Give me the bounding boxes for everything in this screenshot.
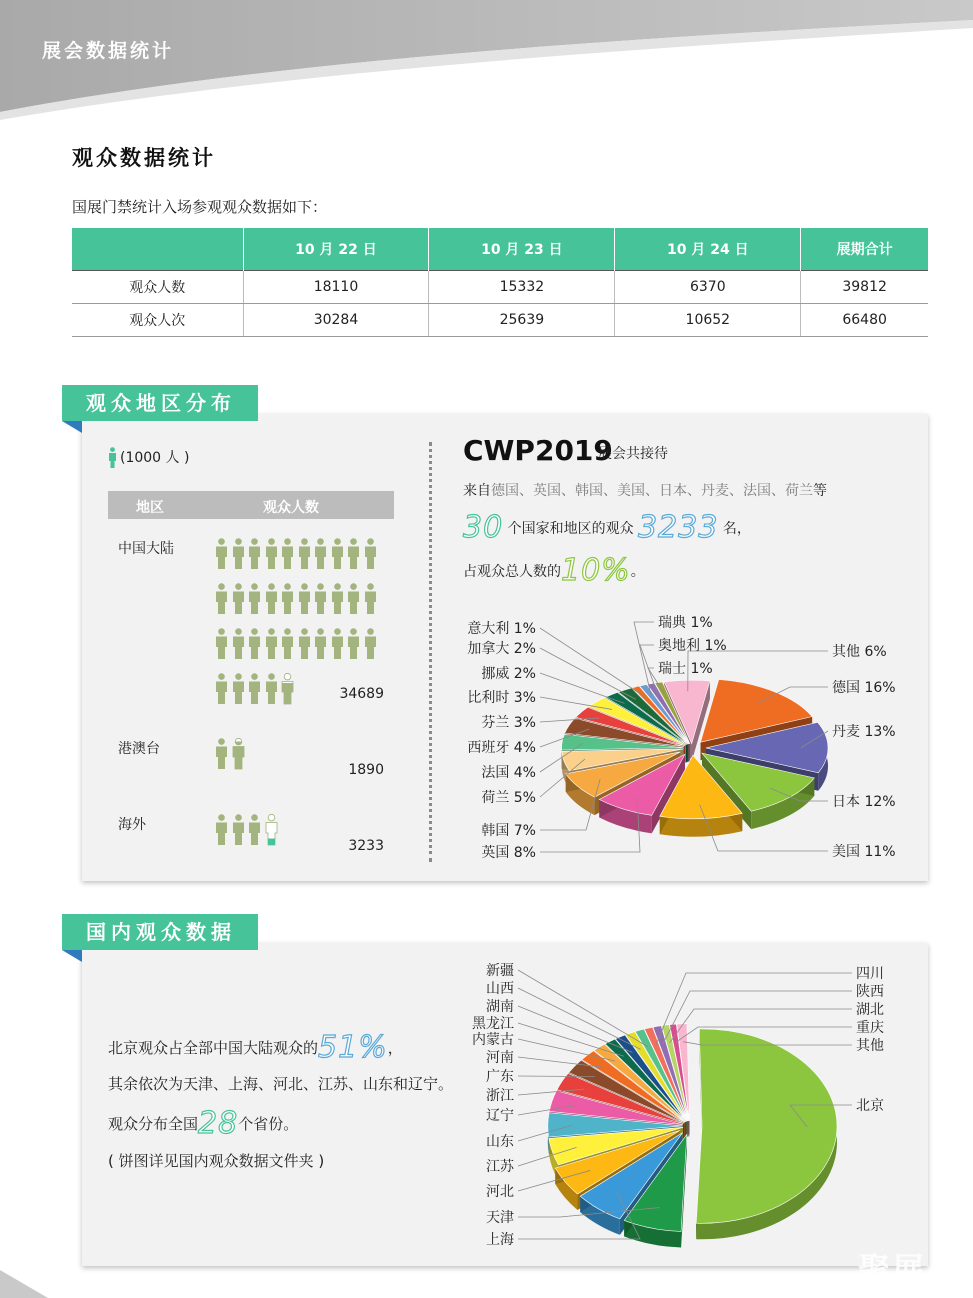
from-prefix: 来自 [463, 483, 491, 499]
region-name: 海外 [118, 817, 146, 833]
corner-decoration [0, 1270, 60, 1298]
table-cell: 66480 [801, 303, 928, 336]
visitors-unit: 名， [722, 521, 751, 537]
pie-label: 河南 [486, 1050, 514, 1066]
domestic-section-tab: 国内观众数据 [62, 914, 258, 950]
pie-label: 比利时 3% [467, 690, 536, 706]
pie-label: 四川 [856, 966, 884, 982]
region-name: 中国大陆 [118, 541, 174, 557]
pie-label: 意大利 1% [467, 621, 536, 637]
table-cell: 6370 [615, 270, 801, 303]
line1-suffix: ， [387, 1039, 403, 1057]
pie-label: 瑞典 1% [658, 615, 713, 631]
cwp-subtitle: 展会共接待 [598, 446, 668, 462]
region-section-tab: 观众地区分布 [62, 385, 258, 421]
line3-prefix: 观众分布全国 [108, 1115, 199, 1133]
table-header-cell: 展期合计 [801, 228, 928, 270]
pie-label: 黑龙江 [472, 1016, 514, 1032]
pie-label: 瑞士 1% [658, 661, 713, 677]
pie-label: 山西 [486, 981, 514, 997]
leader-line [518, 1006, 632, 1052]
pie-label: 英国 8% [481, 845, 536, 861]
provinces-count: 28 [198, 1106, 239, 1141]
pie-label: 辽宁 [486, 1108, 514, 1124]
pie-label: 北京 [856, 1098, 884, 1114]
leader-line [518, 988, 641, 1049]
pie-label: 江苏 [486, 1159, 514, 1175]
row-label: 观众人次 [72, 303, 243, 336]
pie-label: 山东 [486, 1134, 514, 1150]
beijing-share: 51% [318, 1030, 388, 1065]
share-value: 10% [561, 553, 631, 588]
pie-label: 河北 [486, 1184, 514, 1200]
pie-label: 加拿大 2% [467, 641, 536, 657]
pie-label: 广东 [486, 1069, 514, 1085]
pie-label: 陕西 [856, 984, 884, 1000]
leader-line [670, 1009, 852, 1043]
pie-label: 天津 [486, 1210, 514, 1226]
pie-label: 新疆 [486, 963, 514, 979]
pie-label: 其他 [856, 1038, 884, 1054]
pie-label: 法国 4% [481, 765, 536, 781]
region-count: 34689 [339, 686, 384, 702]
pie-label: 德国 16% [832, 680, 896, 696]
table-cell: 39812 [801, 270, 928, 303]
pie-label: 芬兰 3% [481, 715, 536, 731]
pie-label: 浙江 [486, 1088, 514, 1104]
table-header-cell: 10 月 22 日 [243, 228, 429, 270]
pie-label: 韩国 7% [481, 823, 536, 839]
visitors-count: 3233 [638, 510, 719, 545]
line3-suffix: 个省份。 [238, 1115, 299, 1133]
countries-count: 30 [463, 510, 504, 545]
pie-label: 湖南 [486, 999, 514, 1015]
pie-label: 丹麦 13% [832, 724, 896, 740]
pie-label: 湖北 [856, 1002, 884, 1018]
col-count: 观众人数 [263, 500, 319, 516]
pie-label: 奥地利 1% [658, 638, 727, 654]
share-prefix: 占观众总人数的 [463, 564, 561, 580]
region-name: 港澳台 [118, 741, 160, 757]
table-header-cell: 10 月 24 日 [615, 228, 801, 270]
pie-label: 内蒙古 [472, 1032, 514, 1048]
table-cell: 18110 [243, 270, 429, 303]
col-region: 地区 [136, 500, 164, 516]
pie-label: 挪威 2% [481, 666, 536, 682]
table-cell: 10652 [615, 303, 801, 336]
section-title: 观众数据统计 [72, 146, 216, 170]
ranking-line: 其余依次为天津、上海、河北、江苏、山东和辽宁。 [108, 1075, 454, 1093]
countries-text: 个国家和地区的观众 [507, 521, 634, 537]
pie-label: 荷兰 5% [481, 790, 536, 806]
region-count: 3233 [348, 838, 384, 854]
from-countries: 德国、英国、韩国、美国、日本、丹麦、法国、荷兰 [491, 483, 813, 499]
pie-label: 其他 6% [832, 644, 887, 660]
leader-line [663, 991, 852, 1044]
unit-label: (1000 人 ) [120, 450, 190, 466]
table-cell: 30284 [243, 303, 429, 336]
intro-text: 国展门禁统计入场参观观众数据如下： [72, 198, 328, 216]
table-cell: 15332 [429, 270, 615, 303]
row-label: 观众人数 [72, 270, 243, 303]
from-suffix: 等 [813, 483, 827, 499]
table-header-cell: 10 月 23 日 [429, 228, 615, 270]
pie-label: 重庆 [856, 1020, 884, 1036]
pie-label: 西班牙 4% [467, 740, 536, 756]
line1-prefix: 北京观众占全部中国大陆观众的 [108, 1039, 319, 1057]
pie-label: 上海 [486, 1232, 514, 1248]
header-title: 展会数据统计 [42, 40, 175, 62]
leader-line [518, 970, 648, 1047]
table-cell: 25639 [429, 303, 615, 336]
note-line: ( 饼图详见国内观众数据文件夹 ) [108, 1152, 325, 1170]
share-suffix: 。 [630, 564, 645, 580]
cwp-title: CWP2019 [463, 434, 613, 467]
region-count: 1890 [348, 762, 384, 778]
pie-label: 日本 12% [832, 794, 896, 810]
pie-label: 美国 11% [832, 844, 896, 860]
watermark: 聚展 [858, 1250, 927, 1288]
